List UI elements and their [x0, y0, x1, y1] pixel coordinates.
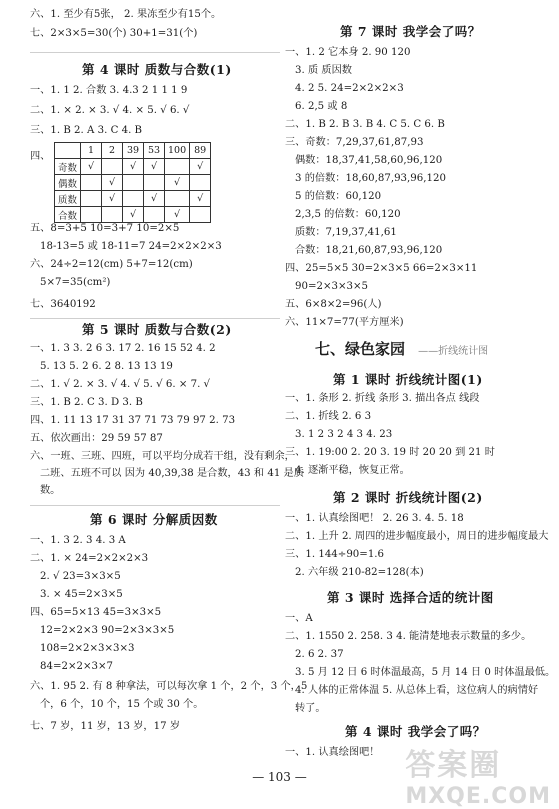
chart-lesson-1-title: 第 1 课时 折线统计图(1)	[333, 372, 483, 387]
table-cell: √	[165, 175, 190, 191]
answer-line: 一、1. 2 它本身 2. 90 120	[285, 47, 411, 58]
table-cell: √	[102, 175, 123, 191]
lesson-7-title: 第 7 课时 我学会了吗？	[340, 24, 481, 39]
answer-line: 3. 1 2 3 2 4 3 4. 23	[295, 429, 393, 440]
answer-line: 五、8=3+5 10=3+7 10=2×5	[30, 223, 180, 234]
answer-line: 二、1. √ 2. × 3. √ 4. √ 5. √ 6. × 7. √	[30, 379, 211, 390]
divider	[30, 318, 280, 319]
answer-line: 3. 质 质因数	[295, 65, 352, 76]
table-cell: 89	[190, 143, 211, 159]
answer-line: 3. 5 月 12 日 6 时体温最高，5 月 14 日 0 时体温最低。	[295, 667, 556, 678]
answer-line: 四、25=5×5 30=2×3×5 66=2×3×11	[285, 263, 478, 274]
answer-line: 六、1. 至少有5张， 2. 果冻至少有15个。	[30, 9, 222, 20]
answer-line: 一、1. 1 2. 合数 3. 4.3 2 1 1 1 9	[30, 85, 188, 96]
lesson-5-title: 第 5 课时 质数与合数(2)	[82, 322, 232, 337]
answer-line: 数。	[40, 485, 61, 496]
table-cell	[190, 207, 211, 223]
divider	[30, 52, 280, 53]
answer-line: 2. 6 2. 37	[295, 649, 344, 660]
answer-line: 五、依次画出：29 59 57 87	[30, 433, 163, 444]
table-cell: √	[190, 159, 211, 175]
table-row	[55, 159, 211, 175]
table-cell	[102, 159, 123, 175]
answer-line: 七、2×3×5=30(个) 30+1=31(个)	[30, 28, 198, 39]
row-header-cell	[55, 143, 81, 159]
answer-line: 七、7 岁，11 岁，13 岁，17 岁	[30, 721, 181, 732]
table-cell	[144, 175, 165, 191]
divider	[30, 505, 280, 506]
answer-line: 二、1. 折线 2. 6 3	[285, 411, 372, 422]
watermark-text: 答案圈	[405, 748, 502, 783]
answer-line: 一、1. 条形 2. 折线 条形 3. 描出各点 线段	[285, 393, 480, 404]
answer-line: 四、65=5×13 45=3×3×5	[30, 607, 162, 618]
row-header-cell: 合数	[55, 207, 81, 223]
answer-line: 五、6×8×2=96(人)	[285, 299, 382, 310]
table-cell: √	[81, 159, 102, 175]
unit-header	[315, 338, 488, 359]
table-cell: 39	[123, 143, 144, 159]
table-cell: √	[190, 191, 211, 207]
answer-line: 四、1. 11 13 17 31 37 71 73 79 97 2. 73	[30, 415, 236, 426]
answer-line: 三、1. 144÷90=1.6	[285, 549, 385, 560]
answer-line: 个，6 个，10 个，15 个或 30 个。	[40, 699, 204, 710]
answer-line: 三、奇数：7,29,37,61,87,93	[285, 137, 424, 148]
answer-line: 3. × 45=2×3×5	[40, 589, 123, 600]
answer-line: 6. 2,5 或 8	[295, 101, 348, 112]
lesson-4-title: 第 4 课时 质数与合数(1)	[82, 62, 232, 77]
answer-line: 合数：18,21,60,87,93,96,120	[295, 245, 443, 256]
table-cell	[102, 207, 123, 223]
answer-line: 5×7=35(cm²)	[40, 277, 111, 288]
table-cell	[165, 159, 190, 175]
table-cell: 2	[102, 143, 123, 159]
table-cell: 100	[165, 143, 190, 159]
answer-line: 108=2×2×3×3×3	[40, 643, 135, 654]
answer-line: 六、一班、三班、四班，可以平均分成若干组，没有剩余，	[30, 451, 295, 462]
table-cell	[190, 175, 211, 191]
answer-line: 一、1. 认真绘图吧！ 2. 26 3. 4. 5. 18	[285, 513, 464, 524]
answer-line: 二、1. × 24=2×2×2×3	[30, 553, 149, 564]
answer-line: 六、1. 95 2. 有 8 种拿法，可以每次拿 1 个，2 个，3 个，5	[30, 681, 308, 692]
answer-line: 18-13=5 或 18-11=7 24=2×2×2×3	[40, 241, 222, 252]
answer-line: 84=2×2×3×7	[40, 661, 114, 672]
answer-line: 3 的倍数：18,60,87,93,96,120	[295, 173, 446, 184]
table-cell: √	[123, 159, 144, 175]
table-cell: √	[144, 191, 165, 207]
answer-line: 二、1. B 2. B 3. B 4. C 5. C 6. B	[285, 119, 445, 130]
answer-line: 七、3640192	[30, 299, 96, 310]
table-cell: 53	[144, 143, 165, 159]
answer-line: 二、1. 上升 2. 周四的进步幅度最小，周日的进步幅度最大	[285, 531, 549, 542]
page-number: — 103 —	[252, 770, 307, 784]
table-cell: √	[102, 191, 123, 207]
answer-line: 4. 逐渐平稳，恢复正常。	[295, 465, 410, 476]
unit-title: 七、绿色家园	[315, 340, 406, 358]
table-cell: √	[144, 159, 165, 175]
table-cell	[81, 191, 102, 207]
answer-line: 三、1. B 2. C 3. D 3. B	[30, 397, 143, 408]
answer-line: 六、24÷2=12(cm) 5+7=12(cm)	[30, 259, 193, 270]
table-row	[55, 191, 211, 207]
answer-line: 4. 2 5. 24=2×2×2×3	[295, 83, 404, 94]
table-row	[55, 175, 211, 191]
number-classification-table	[54, 142, 211, 223]
chart-lesson-4-title: 第 4 课时 我学会了吗？	[345, 724, 486, 739]
unit-subtitle: ——折线统计图	[418, 346, 489, 357]
answer-line: 90=2×3×3×5	[295, 281, 369, 292]
answer-line: 三、1. B 2. A 3. C 4. B	[30, 125, 143, 136]
table-cell: 1	[81, 143, 102, 159]
answer-line: 二班、五班不可以 因为 40,39,38 是合数，43 和 41 是质	[40, 468, 304, 479]
answer-line: 偶数：18,37,41,58,60,96,120	[295, 155, 443, 166]
answer-line: 一、1. 3 3. 2 6 3. 17 2. 16 15 52 4. 2	[30, 343, 216, 354]
watermark-url: MXQE.COM	[405, 784, 551, 809]
table-cell: √	[165, 207, 190, 223]
answer-line: 质数：7,19,37,41,61	[295, 227, 397, 238]
row-header-cell: 质数	[55, 191, 81, 207]
answer-line: 2. 六年级 210-82=128(本)	[295, 567, 424, 578]
answer-line: 三、1. 19:00 2. 20 3. 19 时 20 20 到 21 时	[285, 447, 495, 458]
watermark-logo	[405, 740, 551, 809]
table-row	[55, 207, 211, 223]
answer-line: 一、A	[285, 613, 313, 624]
table-header-row	[55, 143, 211, 159]
answer-line: 一、1. 3 2. 3 4. 3 A	[30, 535, 126, 546]
row-header-cell: 奇数	[55, 159, 81, 175]
row-header-cell: 偶数	[55, 175, 81, 191]
answer-line: 12=2×2×3 90=2×3×3×5	[40, 625, 175, 636]
answer-line: 4. 人体的正常体温 5. 从总体上看，这位病人的病情好	[295, 685, 539, 696]
table-cell: √	[123, 207, 144, 223]
table-cell	[123, 191, 144, 207]
answer-line: 一、1. 认真绘图吧！	[285, 747, 380, 758]
table-label: 四、	[30, 151, 51, 162]
table-cell	[81, 207, 102, 223]
chart-lesson-3-title: 第 3 课时 选择合适的统计图	[327, 590, 494, 605]
answer-line: 5. 13 5. 2 6. 2 8. 13 13 19	[40, 361, 173, 372]
chart-lesson-2-title: 第 2 课时 折线统计图(2)	[333, 490, 483, 505]
answer-line: 5 的倍数：60,120	[295, 191, 382, 202]
answer-line: 转了。	[295, 703, 326, 714]
table-cell	[81, 175, 102, 191]
lesson-6-title: 第 6 课时 分解质因数	[90, 512, 218, 527]
table-cell	[165, 191, 190, 207]
answer-line: 2. √ 23=3×3×5	[40, 571, 121, 582]
answer-line: 二、1. × 2. × 3. √ 4. × 5. √ 6. √	[30, 105, 190, 116]
answer-line: 二、1. 1550 2. 258. 3 4. 能清楚地表示数量的多少。	[285, 631, 532, 642]
answer-line: 六、11×7=77(平方厘米)	[285, 317, 404, 328]
answer-line: 2,3,5 的倍数：60,120	[295, 209, 401, 220]
table-cell	[123, 175, 144, 191]
table-cell	[144, 207, 165, 223]
